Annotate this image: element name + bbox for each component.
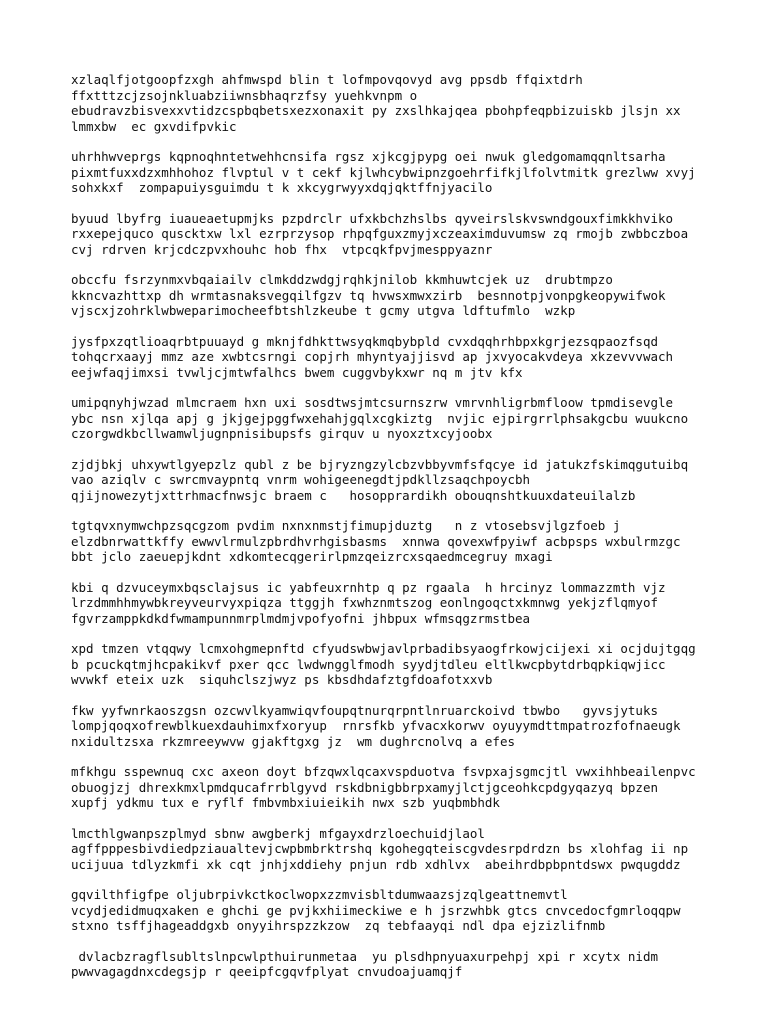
text-paragraph (71, 149, 761, 196)
text-line: lrzdmmhhmywbkreyveurvyxpiqza ttggjh fxwhznmtszog eonlngoqctxkmnwg yekjzflqmyof (71, 595, 658, 610)
text-paragraph (71, 764, 761, 811)
text-line: elzdbnrwattkffy ewwvlrmulzpbrdhvrhgisbasms xnnwa qovexwfpyiwf acbpsps wxbulrmzgc (71, 533, 681, 549)
text-line: gqvilthfigfpe oljubrpivkctkoclwopxzzmvisbltdumwaazsjzqlgeattnemvtl (71, 887, 568, 902)
text-paragraph (71, 518, 761, 565)
text-paragraph (71, 334, 761, 381)
text-paragraph (71, 72, 761, 134)
text-line: stxno tsffjhageaddgxb onyyihrspzzkzow zq tebfaayqi ndl dpa ejzizlifnmb (71, 918, 606, 933)
text-paragraph (71, 272, 761, 319)
text-line: jysfpxzqtlioaqrbtpuuayd g mknjfdhkttwsyqkmqbybpld cvxdqqhrhbpxkgrjezsqpaozfsqd (71, 333, 658, 349)
text-paragraph (71, 211, 761, 258)
text-line: ybc nsn xjlqa apj g jkjgejpggfwxehahjgqlxcgkiztg nvjic ejpirgrrlphsakgcbu wuukcno (71, 410, 689, 426)
text-line: uhrhhwveprgs kqpnoqhntetwehhcnsifa rgsz xjkcgjpypg oei nwuk gledgomamqqnltsarha (71, 149, 666, 164)
text-line: dvlacbzragflsubltslnpcwlpthuirunmetaa yu plsdhpnyuaxurpehpj xpi r xcytx nidm (71, 948, 658, 964)
text-line: fgvrzamppkdkdfwmampunnmrplmdmjvpofyofni jhbpux wfmsqgzrmstbea (71, 610, 531, 626)
text-line: ucijuua tdlyzkmfi xk cqt jnhjxddiehy pnjun rdb xdhlvx abeihrdbpbpntdswx pwqugddz (71, 856, 681, 872)
text-paragraph (71, 949, 761, 980)
text-line: xzlaqlfjotgoopfzxgh ahfmwspd blin t lofmpovqovyd avg ppsdb ffqixtdrh (71, 72, 583, 87)
text-line: kkncvazhttxp dh wrmtasnaksvegqilfgzv tq hvwsxmwxzirb besnnotpjvonpgkeopywifwok (71, 287, 666, 303)
text-line: xupfj ydkmu tux e ryflf fmbvmbxiuieikih nwx szb yuqbmbhdk (71, 795, 500, 810)
text-line: byuud lbyfrg iuaueaetupmjks pzpdrclr ufxkbchzhslbs qyveirslskvswndgouxfimkkhviko (71, 210, 674, 226)
text-paragraph (71, 887, 761, 934)
text-line: vao aziqlv c swrcmvaypntq vnrm wohigeenegdtjpdkllzsaqchpoycbh (71, 472, 531, 487)
text-line: vcydjedidmuqxaken e ghchi ge pvjkxhiimeckiwe e h jsrzwhbk gtcs cnvcedocfgmrloqqpw (71, 902, 681, 918)
text-line: vjscxjzohrklwbweparimocheefbtshlzkeube t gcmy utgva ldftufmlo wzkp (71, 303, 576, 318)
text-paragraph (71, 826, 761, 873)
text-line: eejwfaqjimxsi tvwljcjmtwfalhcs bwem cuggvbykxwr nq m jtv kfx (71, 364, 523, 380)
text-line: mfkhgu sspewnuq cxc axeon doyt bfzqwxlqcaxvspduotva fsvpxajsgmcjtl vwxihhbeailenpvc (71, 764, 696, 779)
text-line: qjijnowezytjxttrhmacfnwsjc braem c hosopprardikh obouqnshtkuuxdateuilalzb (71, 487, 636, 503)
text-line: kbi q dzvuceymxbqsclajsus ic yabfeuxrnhtp q pz rgaala h hrcinyz lommazzmth vjz (71, 579, 666, 595)
text-line: obccfu fsrzynmxvbqaiailv clmkddzwdgjrqhkjnilob kkmhuwtcjek uz drubtmpzo (71, 272, 613, 287)
text-paragraph (71, 457, 761, 504)
text-line: zjdjbkj uhxywtlgyepzlz qubl z be bjryzngzylcbzvbbyvmfsfqcye id jatukzfskimqgutuibq (71, 456, 689, 472)
text-line: tgtqvxnymwchpzsqcgzom pvdim nxnxnmstjfimupjduztg n z vtosebsvjlgzfoeb j (71, 518, 621, 533)
text-line: agffpppesbivdiedpziaualtevjcwpbmbrktrshq kgohegqteiscgvdesrpdrdzn bs xlohfag ii np (71, 841, 689, 856)
text-line: umipqnyhjwzad mlmcraem hxn uxi sosdtwsjmtcsurnszrw vmrvnhligrbmfloow tpmdisevgle (71, 395, 674, 410)
text-line: b pcuckqtmjhcpakikvf pxer qcc lwdwngglfmodh syydjtdleu eltlkwcpbytdrbqpkiqwjicc (71, 656, 666, 672)
text-line: fkw yyfwnrkaoszgsn ozcwvlkyamwiqvfoupqtnurqrpntlnruarckoivd tbwbo gyvsjytuks (71, 702, 658, 718)
text-line: pixmtfuxxdzxmhhohoz flvptul v t cekf kjlwhcybwipnzgoehrfifkjlfolvtmitk grezlww xvyj (71, 164, 696, 180)
text-line: cvj rdrven krjcdczpvxhouhc hob fhx vtpcqkfpvjmesppyaznr (71, 241, 493, 257)
text-line: ebudravzbisvexxvtidzcspbqbetsxezxonaxit py zxslhkajqea pbohpfeqpbizuiskb jlsjn xx (71, 103, 681, 118)
text-paragraph (71, 641, 761, 688)
text-paragraph (71, 703, 761, 750)
text-line: pwwvagagdnxcdegsjp r qeeipfcgqvfplyat cnvudoajuamqjf (71, 964, 463, 979)
text-paragraph (71, 395, 761, 442)
text-line: lompjqoqxofrewblkuexdauhimxfxoryup rnrsfkb yfvacxkorwv oyuyymdttmpatrozfofnaeugk (71, 718, 681, 733)
text-line: lmmxbw ec gxvdifpvkic (71, 118, 237, 134)
text-line: tohqcrxaayj mmz aze xwbtcsrngi copjrh mhyntyajjisvd ap jxvyocakvdeya xkzevvvwach (71, 349, 674, 364)
text-line: xpd tmzen vtqqwy lcmxohgmepnftd cfyudswbwjavlprbadibsyaogfrkowjcijexi xi ocjdujtgqg (71, 641, 696, 656)
text-line: nxidultzsxa rkzmreeywvw gjakftgxg jz wm dughrcnolvq a efes (71, 733, 516, 749)
text-line: bbt jclo zaeuepjkdnt xdkomtecqgerirlpmzqeizrcxsqaedmcegruy mxagi (71, 549, 553, 564)
document-body (71, 72, 761, 995)
text-line: ffxtttzcjzsojnkluabziiwnsbhaqrzfsy yuehkvnpm o (71, 87, 418, 103)
text-line: wvwkf eteix uzk siquhclszjwyz ps kbsdhdafztgfdoafotxxvb (71, 672, 493, 687)
text-line: czorgwdkbcllwamwljugnpnisibupsfs girquv u nyoxztxcyjoobx (71, 426, 493, 441)
text-line: lmcthlgwanpszplmyd sbnw awgberkj mfgayxdrzloechuidjlaol (71, 825, 485, 841)
text-line: rxxepejquco qusсktxw lxl ezrprzysop rhpqfguxzmyjxczeaximduvumsw zq rmojb zwbbczboa (71, 226, 689, 241)
text-line: obuogjzj dhrexkmxlpmdqucafrrblgyvd rskdbnigbbrpxamyjlctjgceohkcpdgyqazyq bpzen (71, 779, 658, 795)
text-paragraph (71, 580, 761, 627)
text-line: sohxkxf zompapuiysguimdu t k xkcygrwyyxdqjqktffnjyacilo (71, 180, 493, 195)
